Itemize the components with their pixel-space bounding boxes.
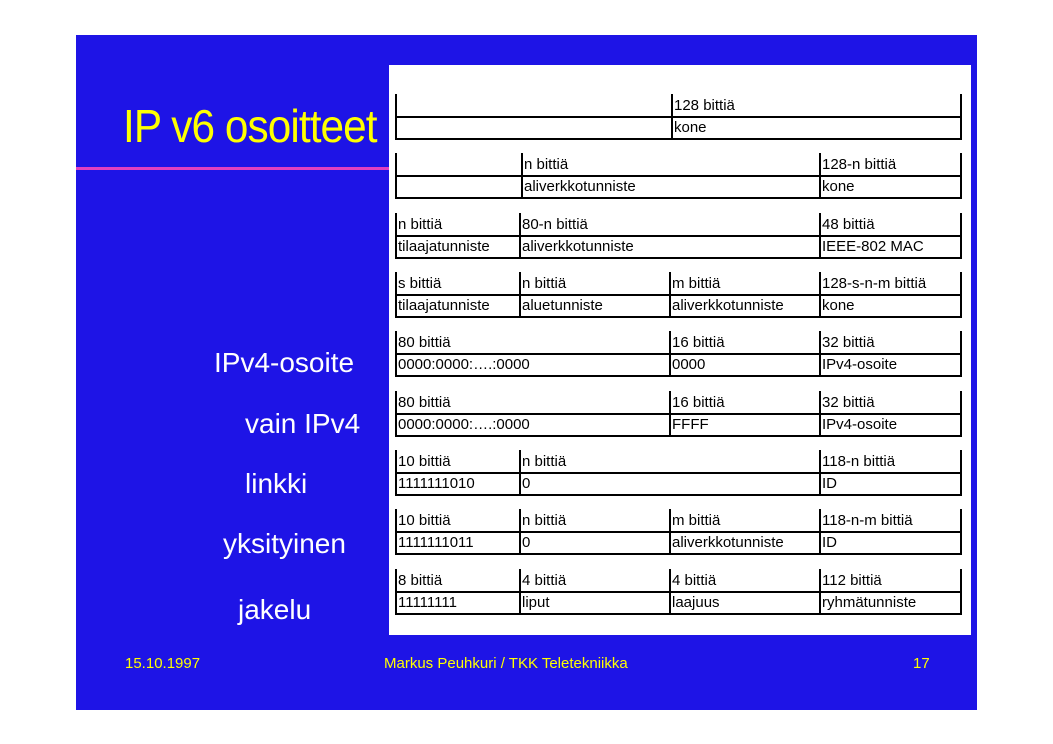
column-divider: [960, 272, 962, 317]
table-divider: [395, 494, 962, 496]
column-divider: [519, 509, 521, 554]
column-divider: [395, 153, 397, 198]
column-divider: [669, 272, 671, 317]
slide-title: IP v6 osoitteet: [123, 100, 377, 152]
field-name-label: liput: [522, 594, 550, 611]
column-divider: [960, 213, 962, 258]
field-name-label: 0000:0000:….:0000: [398, 416, 530, 433]
column-divider: [395, 94, 397, 139]
column-divider: [819, 272, 821, 317]
field-name-label: kone: [674, 119, 707, 136]
bit-width-label: 118-n bittiä: [822, 453, 896, 470]
bit-width-label: n bittiä: [398, 216, 443, 233]
table-divider: [395, 613, 962, 615]
column-divider: [395, 213, 397, 258]
column-divider: [395, 569, 397, 614]
table-divider: [395, 257, 962, 259]
field-name-label: IPv4-osoite: [822, 416, 898, 433]
table-divider: [395, 435, 962, 437]
bit-width-label: 4 bittiä: [522, 572, 567, 589]
bit-width-label: n bittiä: [522, 275, 567, 292]
table-divider: [395, 553, 962, 555]
field-name-label: FFFF: [672, 416, 709, 433]
table-divider: [395, 175, 962, 177]
field-name-label: 0: [522, 475, 531, 492]
column-divider: [395, 450, 397, 495]
bit-width-label: 10 bittiä: [398, 453, 451, 470]
column-divider: [960, 94, 962, 139]
field-name-label: aliverkkotunniste: [672, 297, 784, 314]
side-label-ipv4-only: vain IPv4: [245, 408, 361, 439]
bit-width-label: 80 bittiä: [398, 394, 451, 411]
column-divider: [819, 509, 821, 554]
bit-width-label: 8 bittiä: [398, 572, 443, 589]
bit-width-label: 80-n bittiä: [522, 216, 588, 233]
format-row: [395, 450, 962, 496]
column-divider: [960, 331, 962, 376]
field-name-label: 0: [522, 534, 531, 551]
table-divider: [395, 138, 962, 140]
column-divider: [519, 450, 521, 495]
bit-width-label: 128-s-n-m bittiä: [822, 275, 927, 292]
table-divider: [395, 116, 962, 118]
format-row: [395, 569, 962, 615]
format-row: [395, 272, 962, 318]
field-name-label: IPv4-osoite: [822, 356, 898, 373]
format-row: [395, 94, 962, 140]
bit-width-label: m bittiä: [672, 512, 721, 529]
column-divider: [519, 569, 521, 614]
field-name-label: ID: [822, 534, 837, 551]
bit-width-label: 112 bittiä: [822, 572, 882, 589]
column-divider: [521, 153, 523, 198]
column-divider: [395, 272, 397, 317]
table-divider: [395, 235, 962, 237]
bit-width-label: 48 bittiä: [822, 216, 875, 233]
table-divider: [395, 353, 962, 355]
column-divider: [819, 450, 821, 495]
title-underline: [76, 167, 396, 170]
bit-width-label: n bittiä: [522, 453, 567, 470]
column-divider: [669, 331, 671, 376]
column-divider: [960, 153, 962, 198]
table-divider: [395, 375, 962, 377]
side-label-ipv4-address: IPv4-osoite: [214, 347, 355, 378]
column-divider: [819, 391, 821, 436]
bit-width-label: 118-n-m bittiä: [822, 512, 913, 529]
footer-date: 15.10.1997: [125, 655, 201, 672]
side-label-private: yksityinen: [223, 528, 346, 559]
table-divider: [395, 294, 962, 296]
field-name-label: 1111111010: [398, 475, 475, 492]
table-divider: [395, 413, 962, 415]
field-name-label: aluetunniste: [522, 297, 603, 314]
bit-width-label: 32 bittiä: [822, 394, 875, 411]
table-divider: [395, 472, 962, 474]
bit-width-label: 10 bittiä: [398, 512, 451, 529]
field-name-label: ID: [822, 475, 837, 492]
footer-page-number: 17: [913, 655, 930, 672]
column-divider: [819, 153, 821, 198]
column-divider: [395, 509, 397, 554]
column-divider: [519, 213, 521, 258]
table-divider: [395, 197, 962, 199]
field-name-label: IEEE-802 MAC: [822, 238, 924, 255]
field-name-label: tilaajatunniste: [398, 238, 490, 255]
bit-width-label: 128 bittiä: [674, 97, 735, 114]
side-label-multicast: jakelu: [238, 594, 312, 625]
format-row: [395, 331, 962, 377]
column-divider: [819, 213, 821, 258]
field-name-label: laajuus: [672, 594, 720, 611]
bit-width-label: s bittiä: [398, 275, 442, 292]
column-divider: [669, 569, 671, 614]
column-divider: [960, 569, 962, 614]
footer-author: Markus Peuhkuri / TKK Teletekniikka: [384, 655, 628, 672]
bit-width-label: m bittiä: [672, 275, 721, 292]
bit-width-label: 16 bittiä: [672, 334, 725, 351]
column-divider: [519, 272, 521, 317]
column-divider: [395, 331, 397, 376]
table-divider: [395, 591, 962, 593]
bit-width-label: n bittiä: [522, 512, 567, 529]
field-name-label: 0000:0000:….:0000: [398, 356, 530, 373]
column-divider: [819, 569, 821, 614]
column-divider: [671, 94, 673, 139]
column-divider: [819, 331, 821, 376]
column-divider: [960, 509, 962, 554]
column-divider: [960, 391, 962, 436]
format-row: [395, 153, 962, 199]
field-name-label: 1111111011: [398, 534, 474, 551]
bit-width-label: 16 bittiä: [672, 394, 725, 411]
column-divider: [669, 509, 671, 554]
table-divider: [395, 531, 962, 533]
format-row: [395, 509, 962, 555]
field-name-label: kone: [822, 297, 855, 314]
table-divider: [395, 316, 962, 318]
format-row: [395, 213, 962, 259]
bit-width-label: n bittiä: [524, 156, 569, 173]
field-name-label: tilaajatunniste: [398, 297, 490, 314]
field-name-label: 0000: [672, 356, 706, 373]
column-divider: [395, 391, 397, 436]
bit-width-label: 32 bittiä: [822, 334, 875, 351]
bit-width-label: 128-n bittiä: [822, 156, 897, 173]
bit-width-label: 80 bittiä: [398, 334, 451, 351]
bit-width-label: 4 bittiä: [672, 572, 717, 589]
field-name-label: kone: [822, 178, 855, 195]
field-name-label: aliverkkotunniste: [672, 534, 784, 551]
column-divider: [669, 391, 671, 436]
format-row: [395, 391, 962, 437]
field-name-label: aliverkkotunniste: [522, 238, 634, 255]
side-label-link: linkki: [245, 468, 308, 499]
column-divider: [960, 450, 962, 495]
field-name-label: ryhmätunniste: [822, 594, 917, 611]
field-name-label: 11111111: [398, 594, 457, 611]
field-name-label: aliverkkotunniste: [524, 178, 636, 195]
